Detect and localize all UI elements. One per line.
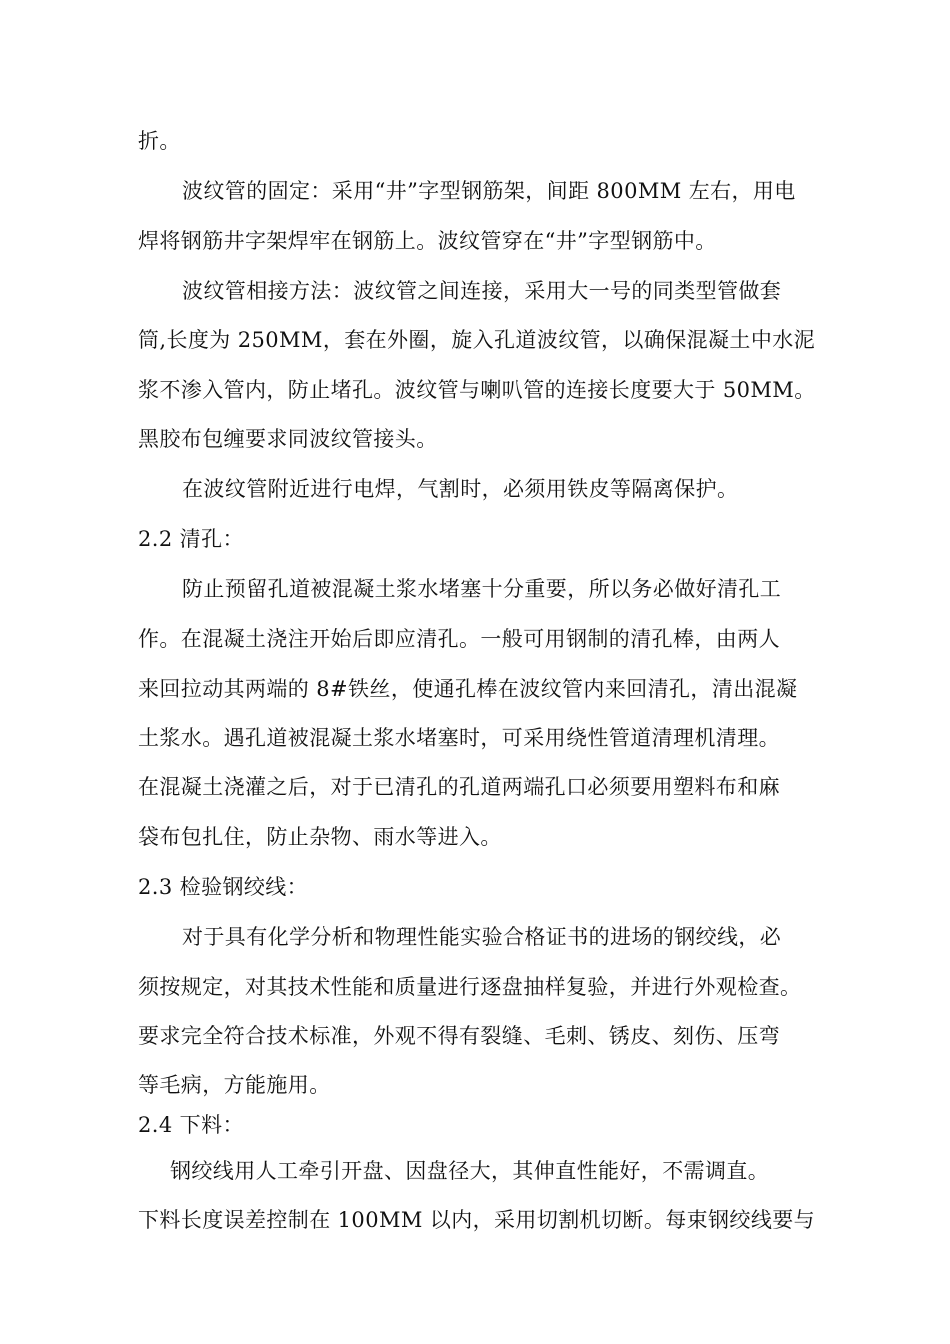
text-line: 来回拉动其两端的 8#铁丝，使通孔棒在波纹管内来回清孔，清出混凝 [138, 677, 798, 701]
text-line: 下料长度误差控制在 100MM 以内，采用切割机切断。每束钢绞线要与 [138, 1208, 816, 1232]
text-line: 等毛病，方能施用。 [138, 1073, 331, 1097]
text-line: 焊将钢筋井字架焊牢在钢筋上。波纹管穿在“井”字型钢筋中。 [138, 229, 717, 253]
text-line: 钢绞线用人工牵引开盘、因盘径大，其伸直性能好，不需调直。 [170, 1159, 770, 1183]
text-line: 对于具有化学分析和物理性能实验合格证书的进场的钢绞线，必 [182, 925, 782, 949]
text-line: 筒,长度为 250MM，套在外圈，旋入孔道波纹管，以确保混凝土中水泥 [138, 328, 816, 352]
text-line: 在混凝土浇灌之后，对于已清孔的孔道两端孔口必须要用塑料布和麻 [138, 775, 780, 799]
text-line: 在波纹管附近进行电焊，气割时，必须用铁皮等隔离保护。 [182, 477, 739, 501]
section-heading: 2.4 下料： [138, 1113, 244, 1137]
text-line: 土浆水。遇孔道被混凝土浆水堵塞时，可采用绕性管道清理机清理。 [138, 726, 780, 750]
text-line: 作。在混凝土浇注开始后即应清孔。一般可用钢制的清孔棒，由两人 [138, 627, 780, 651]
text-line: 折。 [138, 129, 181, 153]
section-heading: 2.3 检验钢绞线： [138, 875, 309, 899]
text-line: 须按规定，对其技术性能和质量进行逐盘抽样复验，并进行外观检查。 [138, 975, 802, 999]
text-line: 袋布包扎住，防止杂物、雨水等进入。 [138, 825, 502, 849]
text-line: 黑胶布包缠要求同波纹管接头。 [138, 427, 438, 451]
text-line: 波纹管相接方法：波纹管之间连接，采用大一号的同类型管做套 [182, 279, 782, 303]
text-line: 波纹管的固定：采用“井”字型钢筋架，间距 800MM 左右，用电 [182, 179, 796, 203]
text-line: 浆不渗入管内，防止堵孔。波纹管与喇叭管的连接长度要大于 50MM。 [138, 378, 816, 402]
text-line: 要求完全符合技术标准，外观不得有裂缝、毛刺、锈皮、刻伤、压弯 [138, 1024, 780, 1048]
section-heading: 2.2 清孔： [138, 527, 244, 551]
text-line: 防止预留孔道被混凝土浆水堵塞十分重要，所以务必做好清孔工 [182, 577, 782, 601]
